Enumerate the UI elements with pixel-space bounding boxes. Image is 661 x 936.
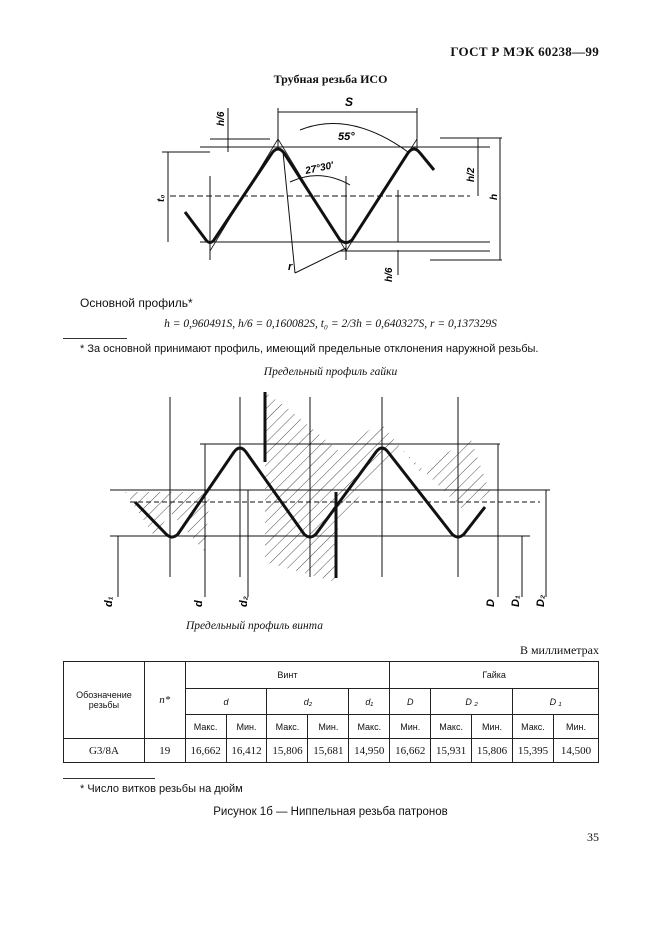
d1-max-header: Макс. bbox=[349, 715, 390, 739]
d2-min-header: Мин. bbox=[308, 715, 349, 739]
D2-min-header: Мин. bbox=[472, 715, 513, 739]
D2-max-header: Макс. bbox=[431, 715, 472, 739]
units-label: В миллиметрах bbox=[519, 643, 599, 657]
cell-d2-max: 15,806 bbox=[267, 739, 308, 763]
cell-d1-max: 14,950 bbox=[349, 739, 390, 763]
label-angle-55: 55° bbox=[338, 131, 355, 143]
label-h2: h/2 bbox=[466, 167, 477, 182]
basic-profile-label: Основной профиль* bbox=[80, 296, 193, 310]
cell-d2-min: 15,681 bbox=[308, 739, 349, 763]
label-h6-bottom: h/6 bbox=[384, 267, 395, 282]
cell-D2-max: 15,931 bbox=[431, 739, 472, 763]
label-D: D bbox=[485, 599, 497, 607]
col-D-header: D bbox=[390, 689, 431, 715]
col-D2-header: D ₂ bbox=[431, 689, 513, 715]
d2-max-header: Макс. bbox=[267, 715, 308, 739]
thread-spec-table bbox=[63, 661, 599, 763]
label-d2: d₂ bbox=[238, 596, 250, 607]
label-t0: t₀ bbox=[156, 194, 167, 202]
label-h6-top: h/6 bbox=[216, 111, 227, 126]
footnote-rule bbox=[63, 338, 127, 339]
col-d2-header: d₂ bbox=[267, 689, 349, 715]
col-d1-header: d₁ bbox=[349, 689, 390, 715]
D1-min-header: Мин. bbox=[553, 715, 598, 739]
table-row bbox=[64, 739, 599, 763]
cell-d-min: 16,412 bbox=[226, 739, 267, 763]
cell-D1-max: 15,395 bbox=[513, 739, 554, 763]
screw-group-header: Винт bbox=[185, 662, 390, 689]
page-number: 35 bbox=[587, 830, 599, 844]
label-D2: D₂ bbox=[535, 594, 547, 607]
d-max-header: Макс. bbox=[185, 715, 226, 739]
cell-d-max: 16,662 bbox=[185, 739, 226, 763]
col-d-header: d bbox=[185, 689, 267, 715]
cell-D-min: 16,662 bbox=[390, 739, 431, 763]
label-D1: D₁ bbox=[510, 595, 522, 607]
figure-caption: Рисунок 1б — Ниппельная резьба патронов bbox=[213, 806, 448, 818]
basic-profile-formula: h = 0,960491S, h/6 = 0,160082S, t₀ = 2/3h = 0,640327S, r = 0,137329S bbox=[164, 318, 497, 330]
thread-profile-diagram bbox=[140, 90, 520, 290]
cell-D1-min: 14,500 bbox=[553, 739, 598, 763]
label-S: S bbox=[345, 95, 354, 109]
label-d1: d₁ bbox=[103, 596, 115, 607]
basic-profile-footnote: * За основной принимают профиль, имеющий предельные отклонения наружной резьбы. bbox=[80, 343, 539, 355]
col-designation-header: Обозначение резьбы bbox=[64, 662, 145, 739]
cell-designation: G3/8A bbox=[64, 739, 145, 763]
cell-D2-min: 15,806 bbox=[472, 739, 513, 763]
d-min-header: Мин. bbox=[226, 715, 267, 739]
label-h: h bbox=[489, 193, 500, 200]
label-angle-27: 27°30' bbox=[304, 160, 335, 177]
nut-group-header: Гайка bbox=[390, 662, 599, 689]
col-D1-header: D ₁ bbox=[513, 689, 599, 715]
document-header: ГОСТ Р МЭК 60238—99 bbox=[450, 44, 599, 59]
limit-profiles-diagram bbox=[100, 382, 570, 612]
table-footnote-rule bbox=[63, 778, 155, 779]
cell-n: 19 bbox=[144, 739, 185, 763]
nut-profile-caption: Предельный профиль гайки bbox=[263, 366, 398, 378]
screw-profile-caption: Предельный профиль винта bbox=[186, 620, 323, 632]
figure-title: Трубная резьба ИСО bbox=[273, 72, 388, 86]
D1-max-header: Макс. bbox=[513, 715, 554, 739]
table-footnote: * Число витков резьбы на дюйм bbox=[80, 783, 243, 795]
label-d: d bbox=[193, 600, 205, 607]
col-n-header: n* bbox=[144, 662, 185, 739]
D-min-header: Мин. bbox=[390, 715, 431, 739]
label-r: r bbox=[288, 261, 293, 273]
